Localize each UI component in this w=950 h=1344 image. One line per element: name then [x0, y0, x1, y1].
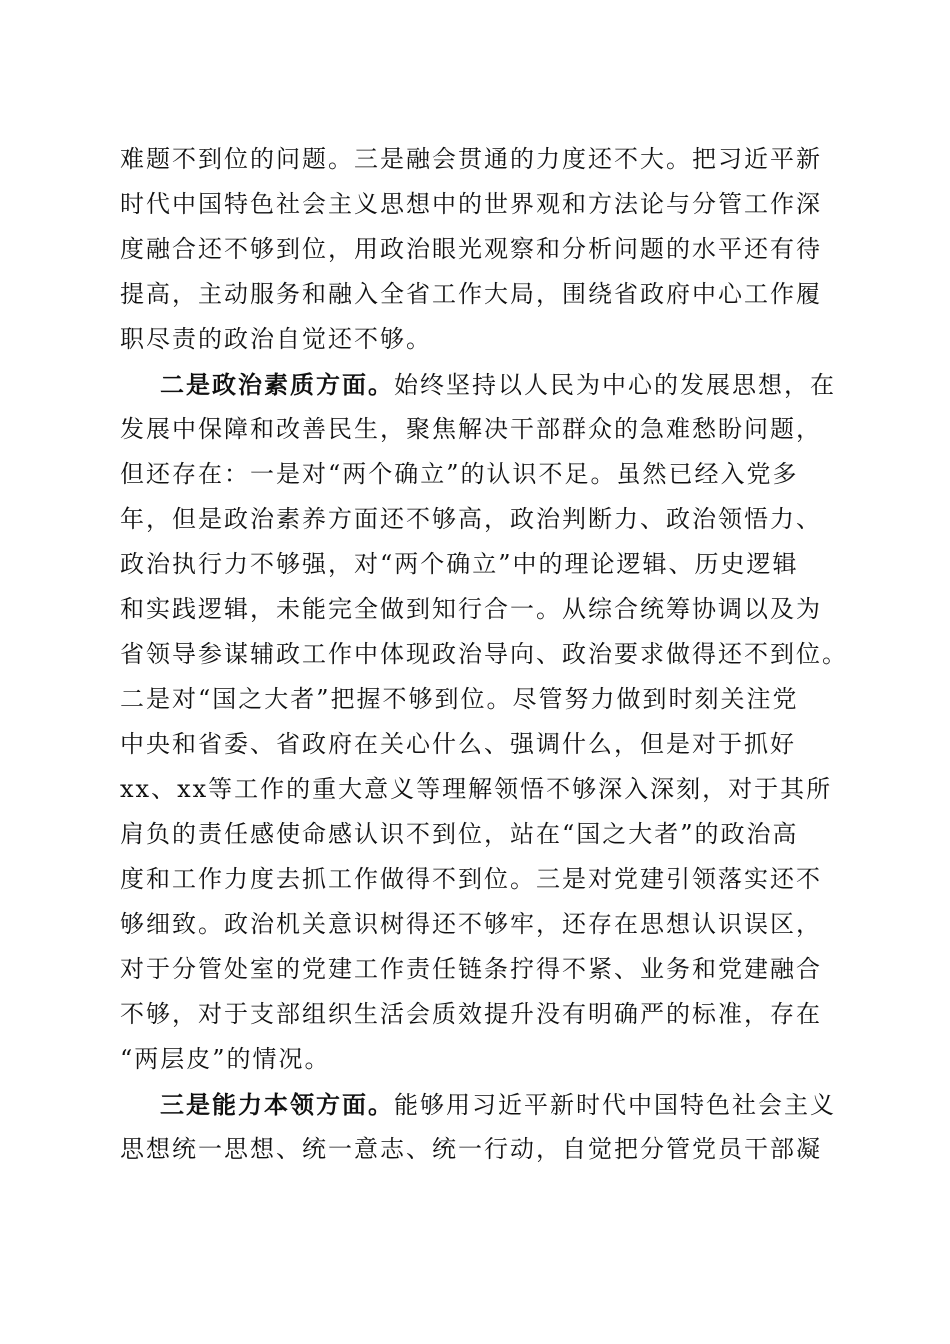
document-body [120, 137, 848, 1172]
paragraph-3 [120, 1082, 840, 1172]
text-line: 政治执行力不够强，对“两个确立”中的理论逻辑、历史逻辑 [120, 550, 799, 578]
text-line: 肩负的责任感使命感认识不到位，站在“国之大者”的政治高 [120, 820, 799, 848]
text-line: 度融合还不够到位，用政治眼光观察和分析问题的水平还有待 [120, 235, 822, 263]
section-heading: 二是政治素质方面。 [160, 370, 394, 399]
text-line: 不够，对于支部组织生活会质效提升没有明确严的标准，存在 [120, 1000, 822, 1028]
text-line: 省领导参谋辅政工作中体现政治导向、政治要求做得还不到位。 [120, 640, 848, 668]
text-line: “两层皮”的情况。 [120, 1045, 331, 1073]
text-line: 职尽责的政治自觉还不够。 [120, 325, 432, 353]
text-line: 思想统一思想、统一意志、统一行动，自觉把分管党员干部凝 [120, 1135, 822, 1163]
text-line: 难题不到位的问题。三是融会贯通的力度还不大。把习近平新 [120, 145, 822, 173]
text-line: 提高，主动服务和融入全省工作大局，围绕省政府中心工作履 [120, 280, 822, 308]
paragraph-2 [120, 362, 848, 1082]
section-heading: 三是能力本领方面。 [160, 1090, 394, 1119]
text-line: 度和工作力度去抓工作做得不到位。三是对党建引领落实还不 [120, 865, 822, 893]
text-line: 发展中保障和改善民生，聚焦解决干部群众的急难愁盼问题， [120, 415, 822, 443]
paragraph-1 [120, 137, 840, 362]
text-line: xx、xx等工作的重大意义等理解领悟不够深入深刻，对于其所 [120, 775, 833, 803]
text-line: 和实践逻辑，未能完全做到知行合一。从综合统筹协调以及为 [120, 595, 822, 623]
text-line: 够细致。政治机关意识树得还不够牢，还存在思想认识误区， [120, 910, 822, 938]
text-line: 二是对“国之大者”把握不够到位。尽管努力做到时刻关注党 [120, 685, 799, 713]
text-line: 时代中国特色社会主义思想中的世界观和方法论与分管工作深 [120, 190, 822, 218]
text-line: 对于分管处室的党建工作责任链条拧得不紧、业务和党建融合 [120, 955, 822, 983]
text-line: 中央和省委、省政府在关心什么、强调什么，但是对于抓好 [120, 730, 796, 758]
text-segment: 能够用习近平新时代中国特色社会主义 [394, 1091, 836, 1119]
text-line: 年，但是政治素养方面还不够高，政治判断力、政治领悟力、 [120, 505, 822, 533]
text-line: 但还存在：一是对“两个确立”的认识不足。虽然已经入党多 [120, 460, 799, 488]
text-line [120, 1082, 840, 1127]
text-segment: 始终坚持以人民为中心的发展思想，在 [394, 371, 836, 399]
text-line [120, 362, 840, 407]
